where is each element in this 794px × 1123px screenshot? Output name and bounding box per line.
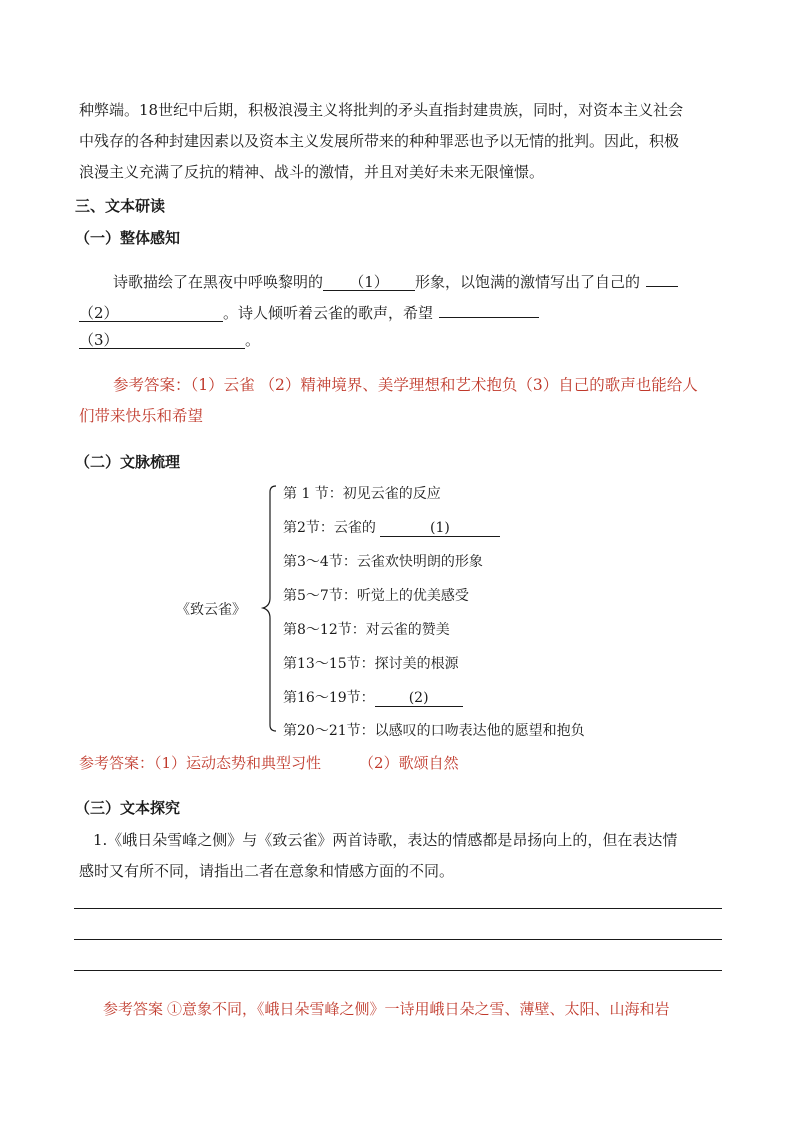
outline-item-1: 第 1 节：初见云雀的反应 — [283, 486, 441, 502]
part1-heading: （一）整体感知 — [75, 229, 181, 247]
part2-answer-2: （2）歌颂自然 — [359, 754, 459, 772]
poem-title: 《致云雀》 — [176, 602, 246, 618]
outline-item-5: 第8～12节：对云雀的赞美 — [283, 622, 450, 638]
outline-item-3: 第3～4节：云雀欢快明朗的形象 — [283, 554, 483, 570]
part3-answer-text: ①意象不同，《峨日朵雪峰之侧》一诗用峨日朵之雪、薄壁、太阳、山海和岩 — [167, 1000, 670, 1018]
part2-answer — [79, 753, 459, 773]
part2-answer-1: 参考答案：（1）运动态势和典型习性 — [79, 754, 322, 772]
outline-blank-2: (2) — [375, 688, 463, 707]
answer-rule-1 — [74, 908, 722, 909]
outline-item-2 — [283, 518, 500, 538]
part1-answer-line-2: 们带来快乐和希望 — [79, 407, 204, 425]
intro-line-3: 浪漫主义充满了反抗的精神、战斗的激情，并且对美好未来无限憧憬。 — [79, 163, 545, 181]
intro-line-2: 中残存的各种封建因素以及资本主义发展所带来的种种罪恶也予以无情的批判。因此，积极 — [79, 132, 680, 150]
blank-3: （3） — [79, 330, 245, 349]
outline-item-8: 第20～21节：以感叹的口吻表达他的愿望和抱负 — [283, 723, 585, 739]
part1-answer-line-1: 参考答案：（1）云雀 （2）精神境界、美学理想和艺术抱负（3）自己的歌声也能给人 — [113, 376, 698, 394]
part2-heading: （二）文脉梳理 — [75, 453, 181, 471]
fill-text-2: 形象，以饱满的激情写出了自己的 — [415, 273, 641, 291]
part3-answer-label: 参考答案 — [103, 1000, 164, 1018]
question-line-1: 1.《峨日朵雪峰之侧》与《致云雀》两首诗歌，表达的情感都是昂扬向上的，但在表达情 — [93, 831, 678, 849]
section-heading: 三、文本研读 — [75, 197, 166, 215]
part3-answer — [103, 999, 670, 1019]
fill-text-1: 诗歌描绘了在黑夜中呼唤黎明的 — [113, 273, 324, 291]
outline-item-6: 第13～15节：探讨美的根源 — [283, 656, 459, 672]
outline-item-2-text: 第2节：云雀的 — [283, 520, 376, 536]
intro-line-1: 种弊端。18世纪中后期，积极浪漫主义将批判的矛头直指封建贵族，同时，对资本主义社会 — [79, 101, 684, 119]
outline-item-7 — [283, 688, 463, 708]
part3-heading: （三）文本探究 — [75, 799, 181, 817]
answer-rule-3 — [74, 970, 722, 971]
blank-2: （2） — [79, 303, 223, 322]
outline-item-7-text: 第16～19节： — [283, 690, 375, 706]
outline-blank-1: (1) — [380, 518, 500, 537]
blank-1: （1） — [323, 272, 415, 291]
fill-text-4: 。 — [245, 331, 261, 349]
answer-rule-2 — [74, 939, 722, 940]
question-line-2: 感时又有所不同，请指出二者在意象和情感方面的不同。 — [79, 862, 455, 880]
outline-item-4: 第5～7节：听觉上的优美感受 — [283, 588, 469, 604]
fill-text-3: 。诗人倾听着云雀的歌声，希望 — [223, 304, 434, 322]
